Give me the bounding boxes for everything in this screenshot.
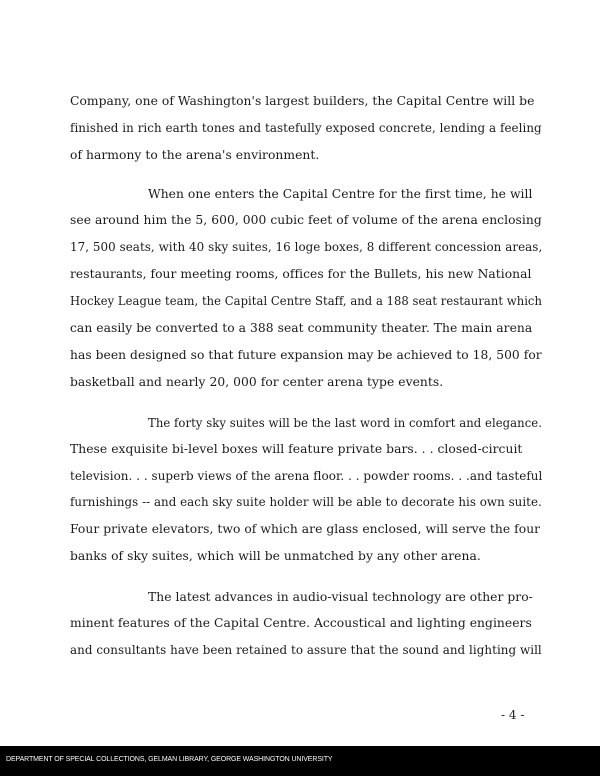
text-line: Company, one of Washington's largest builders, the Capital Centre will be [70, 94, 535, 108]
text-line: Four private elevators, two of which are glass enclosed, will serve the four [70, 522, 541, 536]
text-line: and consultants have been retained to assure that the sound and lighting will [70, 643, 542, 657]
text-line: restaurants, four meeting rooms, offices for the Bullets, his new National [70, 267, 532, 281]
text-line: television. . . superb views of the arena floor. . . powder rooms. . .and tasteful [70, 469, 543, 483]
page-number: - 4 - [501, 708, 525, 722]
text-line: of harmony to the arena's environment. [70, 148, 320, 162]
text-line: furnishings -- and each sky suite holder will be able to decorate his own suite. [70, 495, 542, 509]
text-line: Hockey League team, the Capital Centre Staff, and a 188 seat restaurant which [70, 294, 542, 308]
text-line: has been designed so that future expansion may be achieved to 18, 500 for [70, 348, 542, 362]
archive-credit: DEPARTMENT OF SPECIAL COLLECTIONS, GELMAN LIBRARY, GEORGE WASHINGTON UNIVERSITY [6, 756, 333, 763]
text-line: When one enters the Capital Centre for the first time, he will [148, 187, 533, 201]
archive-footer-bar [0, 746, 600, 776]
text-line: The latest advances in audio-visual technology are other pro- [148, 590, 533, 604]
text-line: These exquisite bi-level boxes will feature private bars. . . closed-circuit [70, 442, 523, 456]
text-line: minent features of the Capital Centre. Accoustical and lighting engineers [70, 616, 532, 630]
text-line: basketball and nearly 20, 000 for center arena type events. [70, 375, 444, 389]
text-line: see around him the 5, 600, 000 cubic feet of volume of the arena enclosing [70, 213, 542, 227]
text-line: can easily be converted to a 388 seat community theater. The main arena [70, 321, 533, 335]
text-line: banks of sky suites, which will be unmatched by any other arena. [70, 549, 481, 563]
text-line: 17, 500 seats, with 40 sky suites, 16 loge boxes, 8 different concession areas, [70, 240, 543, 254]
text-line: finished in rich earth tones and tastefully exposed concrete, lending a feeling [70, 121, 542, 135]
text-line: The forty sky suites will be the last word in comfort and elegance. [148, 416, 542, 430]
